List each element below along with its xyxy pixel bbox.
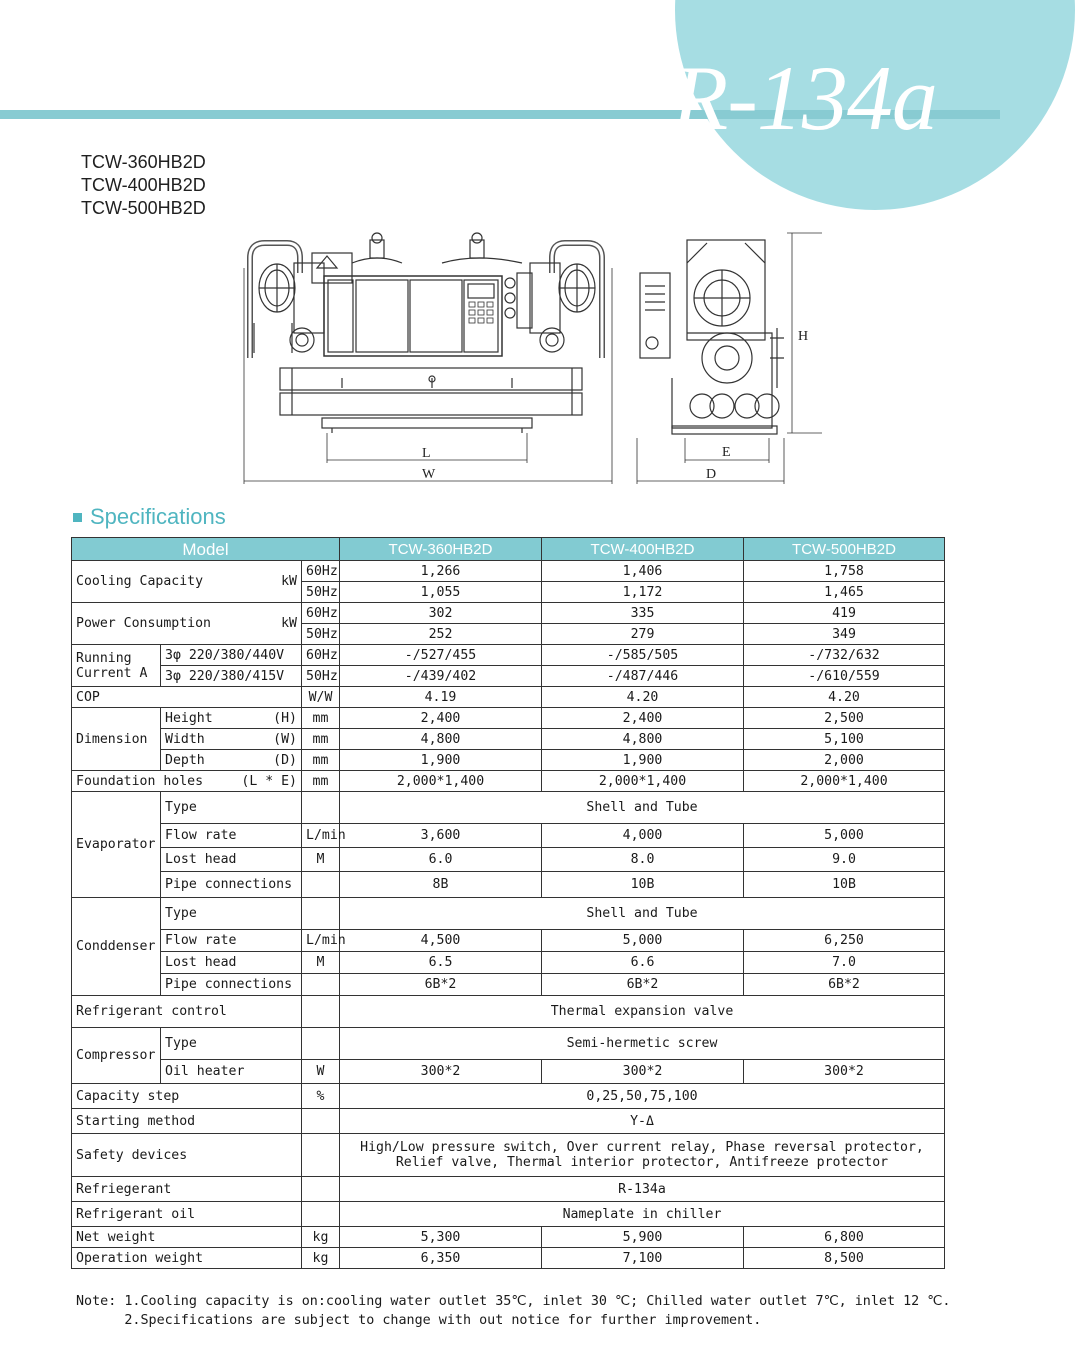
sub-label: Height (H): [161, 708, 302, 729]
dim-label-l: L: [422, 446, 431, 461]
value-cell: 1,900: [340, 750, 542, 771]
value-cell: 5,100: [744, 729, 945, 750]
sub-label: Width (W): [161, 729, 302, 750]
value-cell: 10B: [744, 872, 945, 898]
row-label-cooling: Cooling Capacity kW: [72, 561, 302, 603]
unit-cell: [302, 1177, 340, 1202]
sub-label: Type: [161, 792, 302, 824]
note-line: Note: 1.Cooling capacity is on:cooling water outlet 35℃, inlet 30 ℃; Chilled water outlet 7℃, inlet 12 ℃.: [76, 1294, 951, 1309]
row-label-refrigerant-oil: Refrigerant oil: [72, 1202, 302, 1227]
value-cell: 5,000: [542, 930, 744, 952]
dim-label-h: H: [798, 329, 809, 344]
value-cell: 4,000: [542, 824, 744, 848]
unit-cell: kg: [302, 1248, 340, 1269]
unit-cell: L/min: [302, 930, 340, 952]
unit-cell: [302, 792, 340, 824]
row-label-dimension: Dimension: [72, 708, 161, 771]
unit-cell: W: [302, 1060, 340, 1084]
value-cell: 5,000: [744, 824, 945, 848]
value-cell: R-134a: [340, 1177, 945, 1202]
sub-label: Flow rate: [161, 930, 302, 952]
sub-label: Oil heater: [161, 1060, 302, 1084]
row-label-net-weight: Net weight: [72, 1227, 302, 1248]
sub-label: 3φ 220/380/440V: [161, 645, 302, 666]
value-cell: 1,055: [340, 582, 542, 603]
value-cell: 0,25,50,75,100: [340, 1084, 945, 1109]
unit-cell: mm: [302, 771, 340, 792]
unit-cell: 60Hz: [302, 603, 340, 624]
value-cell: 1,406: [542, 561, 744, 582]
sub-label: Lost head: [161, 848, 302, 872]
unit-cell: M: [302, 952, 340, 974]
note-line: 2.Specifications are subject to change with out notice for further improvement.: [76, 1313, 762, 1328]
dim-label-d: D: [706, 467, 717, 482]
value-cell: 2,500: [744, 708, 945, 729]
value-cell: 419: [744, 603, 945, 624]
value-cell: Shell and Tube: [340, 898, 945, 930]
unit-cell: kg: [302, 1227, 340, 1248]
unit-cell: mm: [302, 750, 340, 771]
unit-cell: [302, 1028, 340, 1060]
refrigerant-title: R-134a: [672, 47, 937, 149]
model-name: TCW-500HB2D: [81, 198, 206, 218]
value-cell: 5,900: [542, 1227, 744, 1248]
bullet-square-icon: [73, 513, 82, 522]
unit-cell: %: [302, 1084, 340, 1109]
value-cell: 4.19: [340, 687, 542, 708]
row-label-refrigerant: Refriegerant: [72, 1177, 302, 1202]
unit-cell: 50Hz: [302, 666, 340, 687]
value-cell: 6B*2: [340, 974, 542, 996]
value-cell: 2,000*1,400: [340, 771, 542, 792]
header-model: Model: [72, 538, 340, 561]
value-cell: 8B: [340, 872, 542, 898]
sub-label: Pipe connections: [161, 872, 302, 898]
value-cell: 1,465: [744, 582, 945, 603]
value-cell: 6B*2: [542, 974, 744, 996]
unit-cell: 50Hz: [302, 582, 340, 603]
value-cell: -/732/632: [744, 645, 945, 666]
value-cell: 252: [340, 624, 542, 645]
value-cell: -/585/505: [542, 645, 744, 666]
unit-cell: [302, 974, 340, 996]
value-cell: Thermal expansion valve: [340, 996, 945, 1028]
unit-cell: [302, 1134, 340, 1177]
row-label-condenser: Conddenser: [72, 898, 161, 996]
sub-label: Pipe connections: [161, 974, 302, 996]
unit-cell: W/W: [302, 687, 340, 708]
value-cell: 4,800: [340, 729, 542, 750]
sub-label: Lost head: [161, 952, 302, 974]
value-cell: 1,172: [542, 582, 744, 603]
value-cell: 8.0: [542, 848, 744, 872]
unit-cell: [302, 1109, 340, 1134]
value-cell: 335: [542, 603, 744, 624]
value-cell: 7.0: [744, 952, 945, 974]
value-cell: 2,000: [744, 750, 945, 771]
unit-cell: [302, 872, 340, 898]
value-cell: 1,266: [340, 561, 542, 582]
unit-cell: M: [302, 848, 340, 872]
value-cell: 7,100: [542, 1248, 744, 1269]
value-cell: 300*2: [744, 1060, 945, 1084]
specifications-heading: Specifications: [73, 503, 226, 531]
value-cell: 6B*2: [744, 974, 945, 996]
unit-cell: 50Hz: [302, 624, 340, 645]
value-cell: 6.0: [340, 848, 542, 872]
row-label-running-current: Running Current A: [72, 645, 161, 687]
value-cell: High/Low pressure switch, Over current relay, Phase reversal protector, Relief valve, Thermal interior protector, Antifreeze protector: [340, 1134, 945, 1177]
value-cell: -/439/402: [340, 666, 542, 687]
value-cell: 6,350: [340, 1248, 542, 1269]
value-cell: 1,758: [744, 561, 945, 582]
value-cell: 6.6: [542, 952, 744, 974]
value-cell: 2,400: [340, 708, 542, 729]
header-model-col: TCW-400HB2D: [542, 538, 744, 561]
unit-cell: [302, 996, 340, 1028]
dim-label-e: E: [722, 445, 731, 460]
chiller-drawing: [232, 228, 822, 490]
sub-label: Flow rate: [161, 824, 302, 848]
row-label-starting-method: Starting method: [72, 1109, 302, 1134]
value-cell: Y-Δ: [340, 1109, 945, 1134]
value-cell: 300*2: [340, 1060, 542, 1084]
value-cell: 4,800: [542, 729, 744, 750]
value-cell: -/527/455: [340, 645, 542, 666]
row-label-safety-devices: Safety devices: [72, 1134, 302, 1177]
model-name: TCW-400HB2D: [81, 175, 206, 195]
unit-cell: mm: [302, 729, 340, 750]
notes: [76, 1292, 950, 1330]
value-cell: Shell and Tube: [340, 792, 945, 824]
value-cell: 2,400: [542, 708, 744, 729]
value-cell: 2,000*1,400: [542, 771, 744, 792]
value-cell: 6,250: [744, 930, 945, 952]
value-cell: 2,000*1,400: [744, 771, 945, 792]
value-cell: 1,900: [542, 750, 744, 771]
row-label-operation-weight: Operation weight: [72, 1248, 302, 1269]
model-list: [81, 151, 206, 220]
row-label-capacity-step: Capacity step: [72, 1084, 302, 1109]
unit-cell: 60Hz: [302, 561, 340, 582]
value-cell: -/610/559: [744, 666, 945, 687]
value-cell: 279: [542, 624, 744, 645]
sub-label: Depth (D): [161, 750, 302, 771]
sub-label: 3φ 220/380/415V: [161, 666, 302, 687]
sub-label: Type: [161, 898, 302, 930]
unit-cell: 60Hz: [302, 645, 340, 666]
value-cell: 10B: [542, 872, 744, 898]
row-label-evaporator: Evaporator: [72, 792, 161, 898]
row-label-foundation: Foundation holes (L * E): [72, 771, 302, 792]
value-cell: 5,300: [340, 1227, 542, 1248]
header-model-col: TCW-500HB2D: [744, 538, 945, 561]
value-cell: Semi-hermetic screw: [340, 1028, 945, 1060]
value-cell: 8,500: [744, 1248, 945, 1269]
model-name: TCW-360HB2D: [81, 152, 206, 172]
unit-cell: [302, 1202, 340, 1227]
value-cell: 349: [744, 624, 945, 645]
unit-cell: L/min: [302, 824, 340, 848]
sub-label: Type: [161, 1028, 302, 1060]
row-label-power: Power Consumption kW: [72, 603, 302, 645]
row-label-refrigerant-control: Refrigerant control: [72, 996, 302, 1028]
dim-label-w: W: [422, 467, 436, 482]
value-cell: 4.20: [744, 687, 945, 708]
row-label-cop: COP: [72, 687, 302, 708]
value-cell: 4.20: [542, 687, 744, 708]
value-cell: -/487/446: [542, 666, 744, 687]
unit-cell: mm: [302, 708, 340, 729]
value-cell: 302: [340, 603, 542, 624]
value-cell: 3,600: [340, 824, 542, 848]
header-model-col: TCW-360HB2D: [340, 538, 542, 561]
specifications-table: [71, 537, 945, 1269]
row-label-compressor: Compressor: [72, 1028, 161, 1084]
value-cell: 6.5: [340, 952, 542, 974]
value-cell: 6,800: [744, 1227, 945, 1248]
value-cell: Nameplate in chiller: [340, 1202, 945, 1227]
value-cell: 4,500: [340, 930, 542, 952]
value-cell: 300*2: [542, 1060, 744, 1084]
unit-cell: [302, 898, 340, 930]
value-cell: 9.0: [744, 848, 945, 872]
